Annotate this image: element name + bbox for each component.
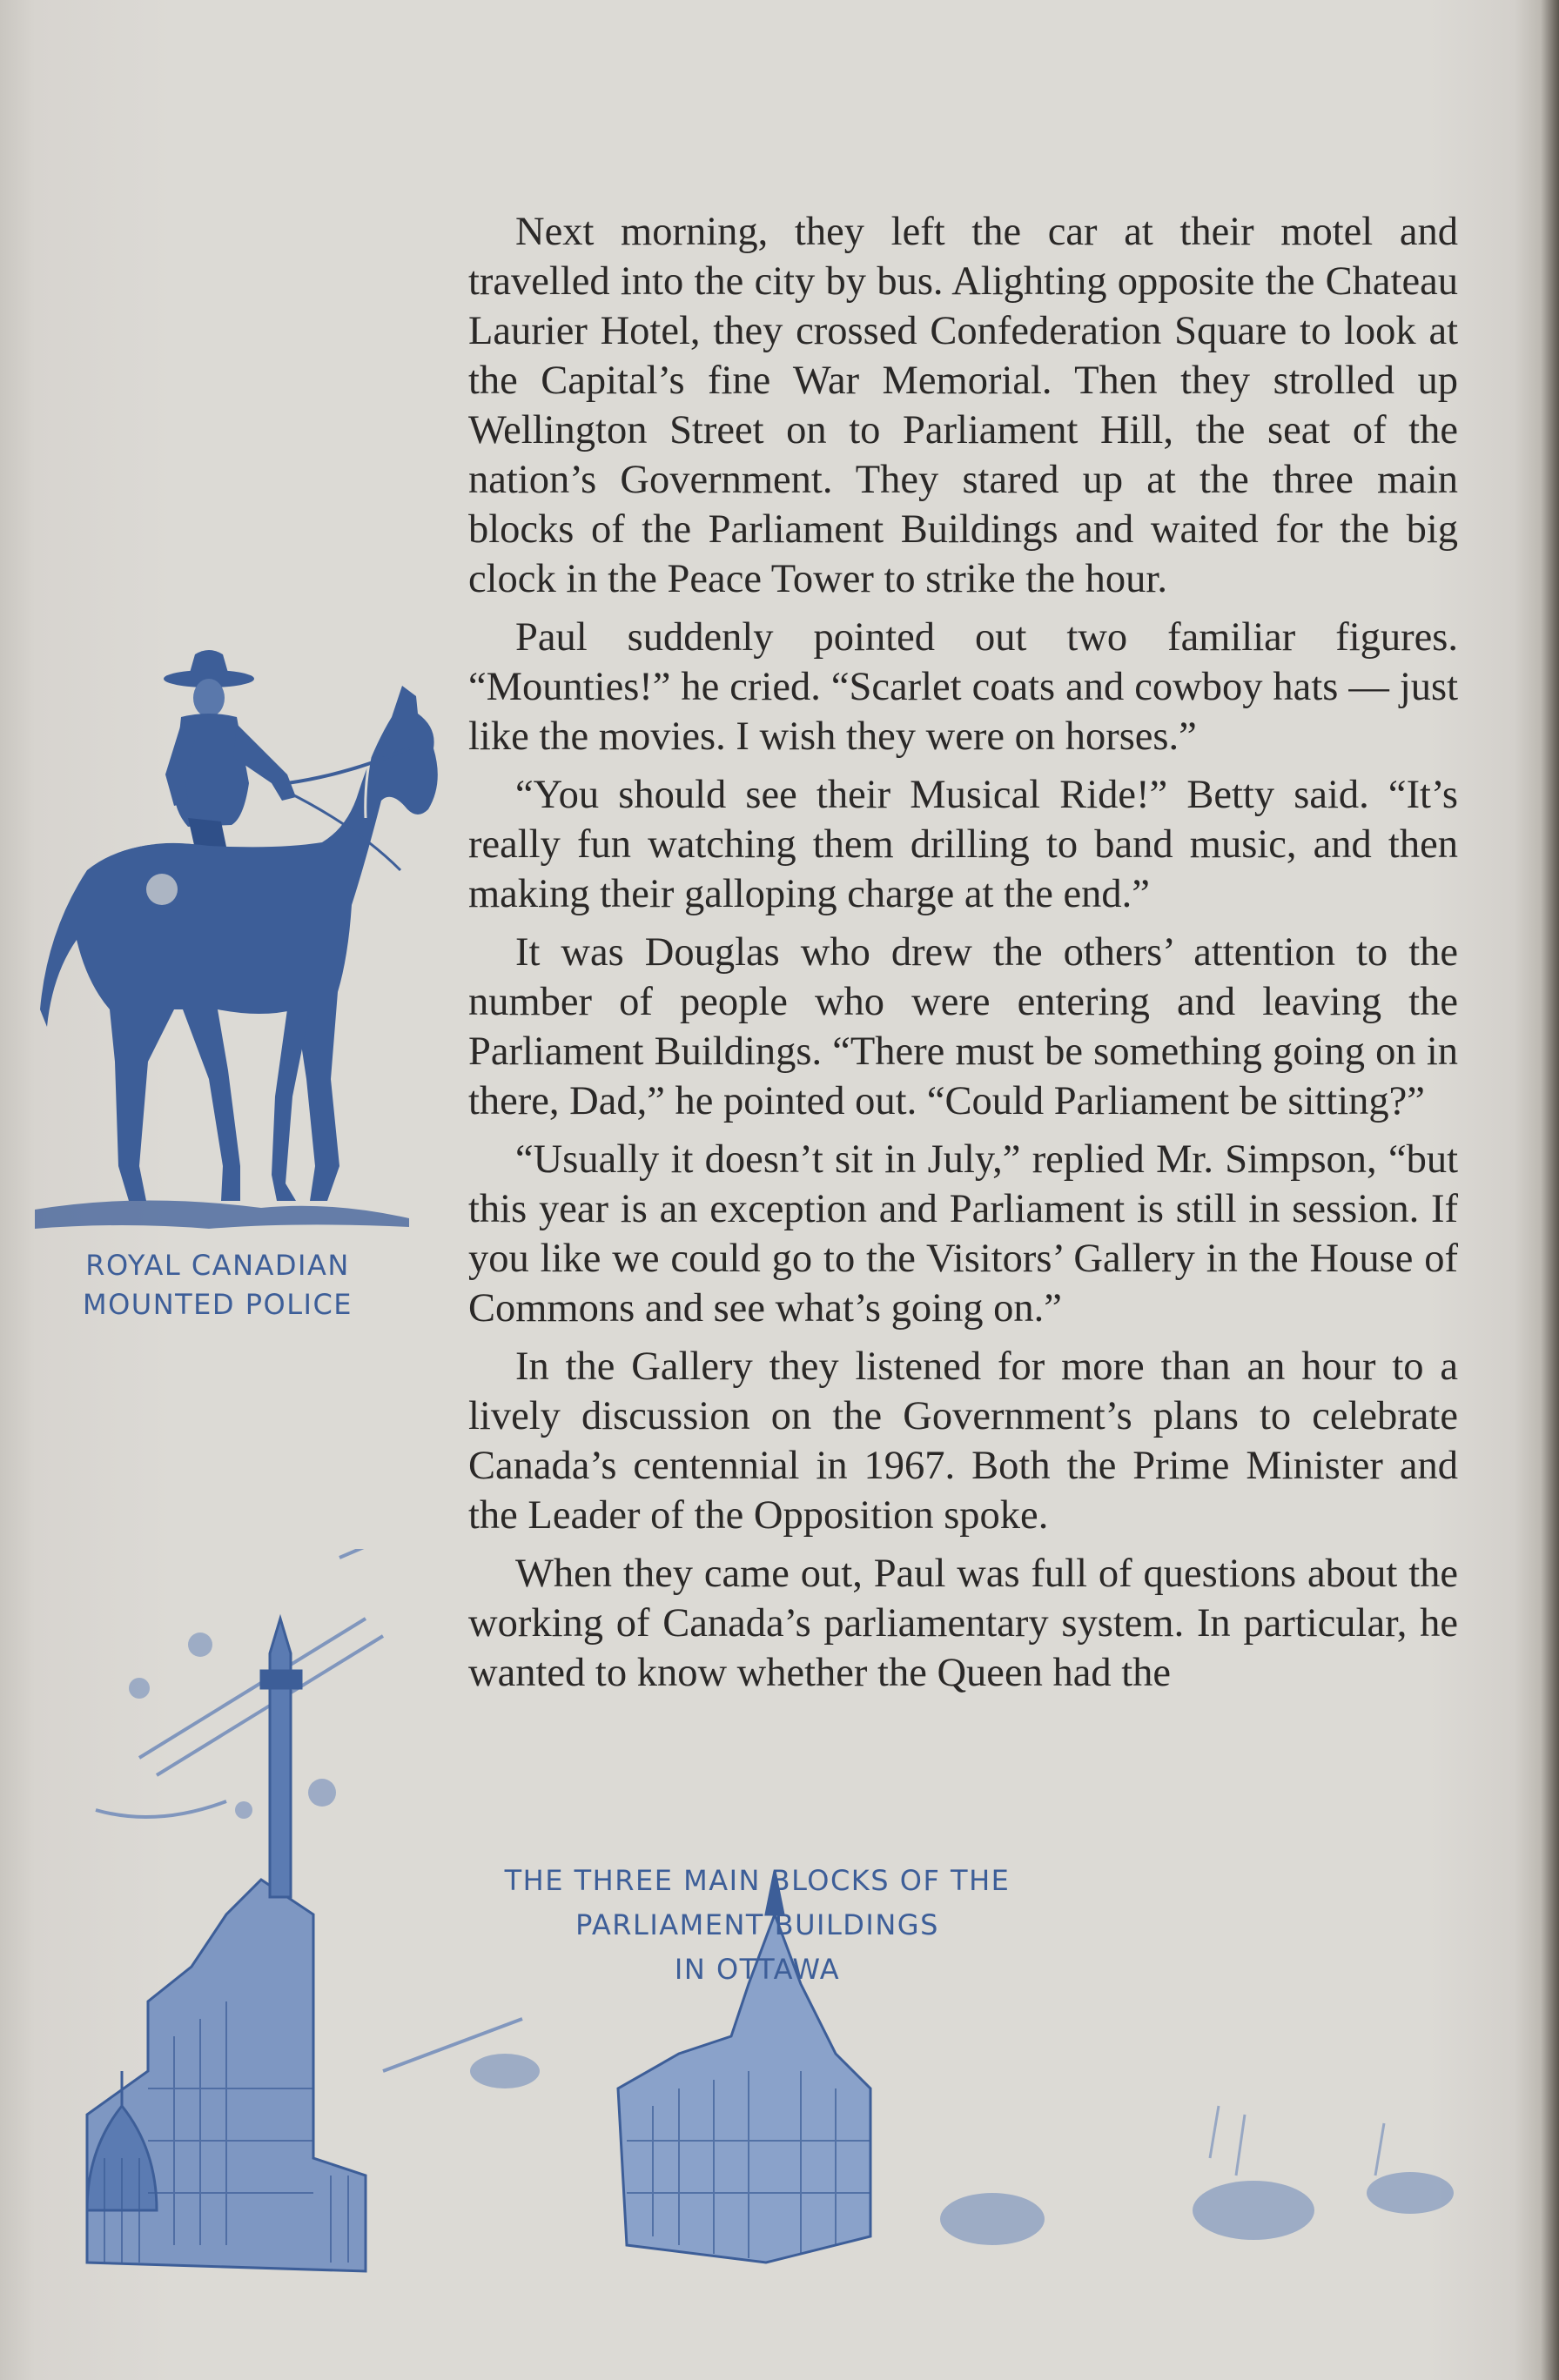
mountie-illustration — [35, 644, 444, 1244]
story-text — [468, 207, 1458, 1706]
paragraph: In the Gallery they listened for more than an hour to a lively discussion on the Government’s plans to celebrate Canada’s centennial in 1967. Both the Prime Minister and the Leader of the Opposition spoke. — [468, 1344, 1458, 1538]
caption-line: ROYAL CANADIAN — [85, 1249, 350, 1282]
paragraph: Next morning, they left the car at their motel and travelled into the city by bus. Alighting opposite the Chateau Laurier Hotel, they crossed Confederation Square to look at the Capital’s fine War Memorial. Then they strolled up Wellington Street on to Parliament Hill, the seat of the nation’s Government. They stared up at the three main blocks of the Parliament Buildings and waited for the big clock in the Peace Tower to strike the hour. — [468, 210, 1458, 601]
caption-line: IN OTTAWA — [674, 1953, 841, 1986]
paragraph: “You should see their Musical Ride!” Betty said. “It’s really fun watching them drilling to band music, and then making their galloping charge at the end.” — [468, 773, 1458, 916]
caption-line: THE THREE MAIN BLOCKS OF THE — [504, 1864, 1011, 1897]
parliament-caption — [453, 1859, 1062, 1992]
caption-line: MOUNTED POLICE — [82, 1288, 353, 1321]
paragraph: “Usually it doesn’t sit in July,” replied Mr. Simpson, “but this year is an exception and Parliament is still in session. If you like we could go to the Visitors’ Gallery in the House of Commons and see what’s going on.” — [468, 1137, 1458, 1331]
paragraph: When they came out, Paul was full of questions about the working of Canada’s parliamentary system. In particular, he wanted to know whether the Queen had the — [468, 1552, 1458, 1695]
paragraph: It was Douglas who drew the others’ attention to the number of people who were entering and leaving the Parliament Buildings. “There must be something going on in there, Dad,” he pointed out. “Could Parliament be sitting?” — [468, 930, 1458, 1123]
caption-line: PARLIAMENT BUILDINGS — [575, 1908, 939, 1941]
rcmp-caption — [35, 1246, 400, 1324]
paragraph: Paul suddenly pointed out two familiar figures. “Mounties!” he cried. “Scarlet coats and cowboy hats — just like the movies. I wish they were on horses.” — [468, 615, 1458, 759]
